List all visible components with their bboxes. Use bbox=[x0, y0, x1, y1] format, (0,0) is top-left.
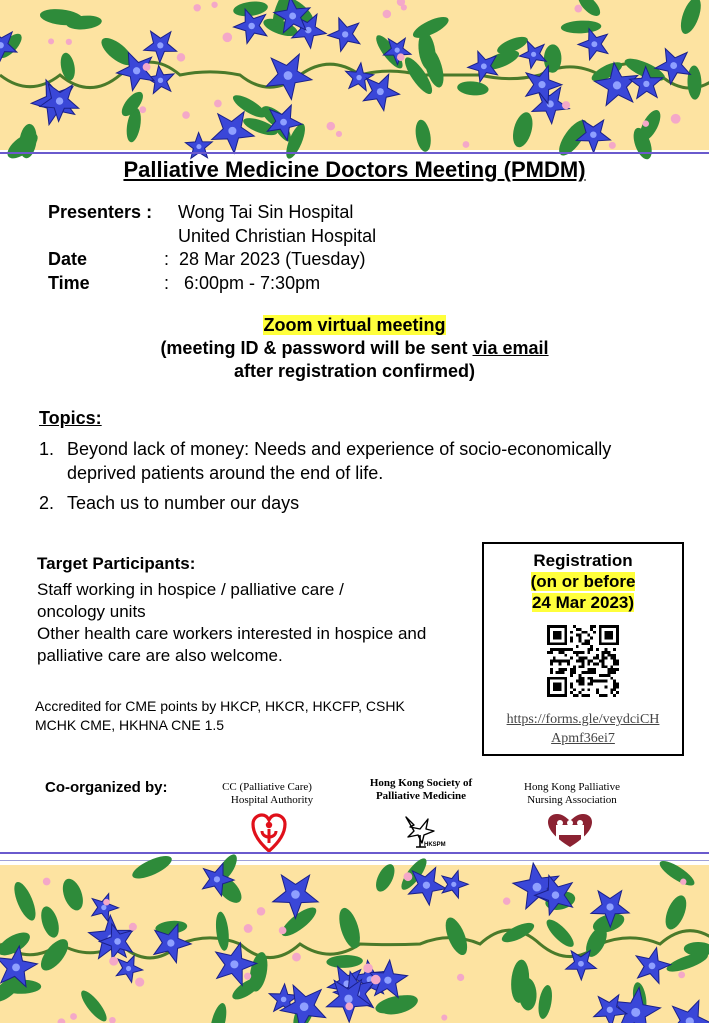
qr-code-icon[interactable] bbox=[547, 625, 619, 697]
date-value: : 28 Mar 2023 (Tuesday) bbox=[164, 249, 366, 269]
via-email-text: via email bbox=[472, 338, 549, 358]
zoom-heading: Zoom virtual meeting bbox=[263, 315, 446, 335]
organizer-hkspm: Hong Kong Society of Palliative Medicine HKSPM bbox=[369, 777, 473, 848]
presenters-label: Presenters : bbox=[48, 202, 153, 222]
cme-accreditation: Accredited for CME points by HKCP, HKCR, HKCFP, CSHK MCHK CME, HKHNA CNE 1.5 bbox=[35, 698, 405, 733]
bottom-floral-banner bbox=[0, 865, 709, 1023]
topic-item: 1. Beyond lack of money: Needs and experience of socio-economically deprived patients around the end of life. bbox=[39, 439, 612, 483]
meeting-info bbox=[0, 314, 709, 383]
registration-link[interactable]: https://forms.gle/veydciCH Apmf36ei7 bbox=[506, 712, 660, 746]
target-text bbox=[37, 579, 477, 667]
divider-top bbox=[0, 152, 709, 154]
divider-bottom-thin bbox=[0, 860, 709, 861]
presenter-1: Wong Tai Sin Hospital bbox=[178, 202, 354, 222]
organizer-ha: CC (Palliative Care) Hospital Authority bbox=[207, 781, 327, 853]
target-heading: Target Participants: bbox=[37, 554, 196, 573]
topics-list bbox=[39, 437, 679, 515]
page-title: Palliative Medicine Doctors Meeting (PMDM) bbox=[123, 157, 586, 182]
dove-logo-icon bbox=[400, 809, 446, 849]
date-label: Date bbox=[48, 249, 88, 269]
target-line-1: Staff working in hospice / palliative care / oncology units bbox=[37, 580, 344, 621]
registration-deadline: (on or before 24 Mar 2023) bbox=[530, 572, 636, 612]
divider-bottom bbox=[0, 852, 709, 854]
meeting-note-line1: (meeting ID & password will be sent via email bbox=[160, 338, 549, 358]
topics-heading: Topics: bbox=[39, 408, 102, 428]
hkpna-logo-icon bbox=[546, 813, 594, 849]
registration-box bbox=[482, 542, 684, 756]
coorganized-label: Co-organized by: bbox=[45, 779, 168, 796]
time-label: Time bbox=[48, 273, 90, 293]
time-value: : 6:00pm - 7:30pm bbox=[164, 273, 321, 293]
event-info bbox=[48, 201, 448, 301]
top-floral-banner bbox=[0, 0, 709, 150]
registration-title: Registration bbox=[533, 551, 633, 570]
topic-item: 2. Teach us to number our days bbox=[39, 493, 300, 513]
target-line-2: Other health care workers interested in hospice and palliative care are also welcome. bbox=[37, 624, 427, 665]
meeting-note-line2: after registration confirmed) bbox=[233, 361, 476, 381]
svg-text:HKSPM: HKSPM bbox=[424, 842, 446, 848]
ha-logo-icon bbox=[251, 813, 287, 853]
presenter-2: United Christian Hospital bbox=[178, 226, 377, 246]
organizer-hkpna: Hong Kong Palliative Nursing Association bbox=[510, 781, 634, 849]
